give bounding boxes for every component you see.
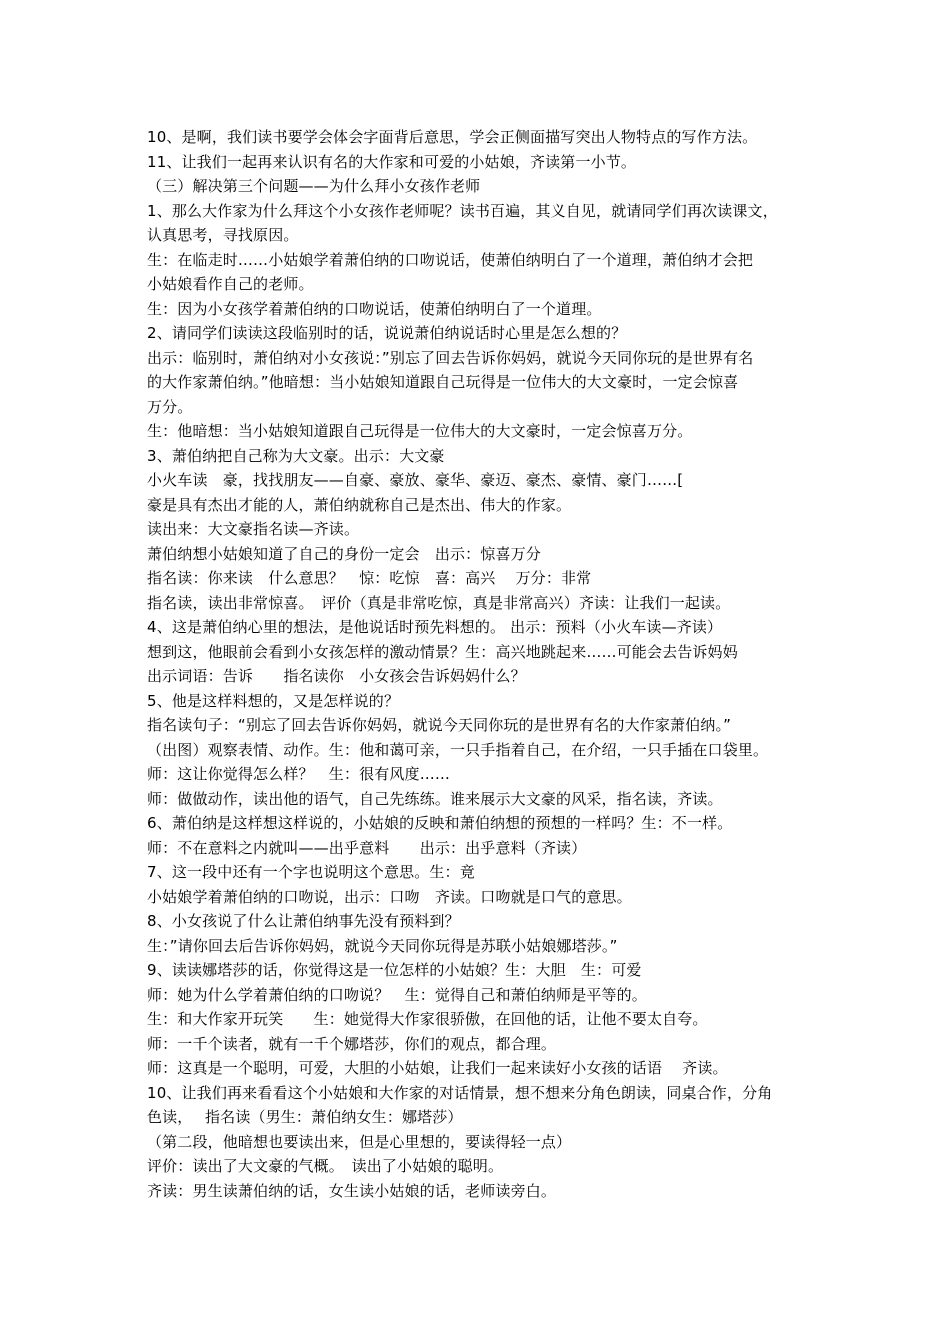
text-line: 指名读，读出非常惊喜。 评价（真是非常吃惊，真是非常高兴）齐读：让我们一起读。: [147, 593, 731, 612]
text-line: 10、是啊，我们读书要学会体会字面背后意思，学会正侧面描写突出人物特点的写作方法。: [147, 128, 758, 146]
text-line: 师：做做动作，读出他的语气，自己先练练。谁来展示大文豪的风采，指名读，齐读。: [147, 789, 723, 808]
text-line: 生：在临走时……小姑娘学着萧伯纳的口吻说话，使萧伯纳明白了一个道理，萧伯纳才会把: [147, 250, 754, 269]
text-line: 评价：读出了大文豪的气概。 读出了小姑娘的聪明。: [147, 1157, 504, 1175]
text-line: 7、这一段中还有一个字也说明这个意思。生：竟: [147, 863, 475, 881]
text-line: 3、萧伯纳把自己称为大文豪。出示：大文豪: [147, 446, 445, 465]
text-line: 8、小女孩说了什么让萧伯纳事先没有预料到？: [147, 912, 460, 930]
text-line: 9、读读娜塔莎的话，你觉得这是一位怎样的小姑娘？生：大胆 生：可爱: [147, 961, 642, 979]
text-line: 想到这，他眼前会看到小女孩怎样的激动情景？生：高兴地跳起来……可能会去告诉妈妈: [147, 642, 738, 661]
text-line: （出图）观察表情、动作。生：他和蔼可亲，一只手指着自己，在介绍，一只手插在口袋里。: [147, 740, 769, 759]
text-line: 11、让我们一起再来认识有名的大作家和可爱的小姑娘，齐读第一小节。: [147, 152, 637, 171]
text-line: 齐读：男生读萧伯纳的话，女生读小姑娘的话，老师读旁白。: [147, 1181, 557, 1200]
text-line: 5、他是这样料想的，又是怎样说的？: [147, 691, 400, 710]
text-line: 4、这是萧伯纳心里的想法，是他说话时预先料想的。 出示：预料（小火车读—齐读）: [147, 618, 723, 636]
text-line: 生：因为小女孩学着萧伯纳的口吻说话，使萧伯纳明白了一个道理。: [147, 299, 602, 318]
text-line: 小姑娘看作自己的老师。: [147, 275, 314, 293]
text-line: 豪是具有杰出才能的人，萧伯纳就称自己是杰出、伟大的作家。: [147, 495, 572, 514]
text-line: （第二段，他暗想也要读出来，但是心里想的，要读得轻一点）: [147, 1132, 572, 1151]
text-line: 师：这真是一个聪明，可爱，大胆的小姑娘，让我们一起来读好小女孩的话语 齐读。: [147, 1059, 728, 1077]
text-line: 生：和大作家开玩笑 生：她觉得大作家很骄傲，在回他的话，让他不要太自夸。: [147, 1010, 708, 1028]
text-line: 生：他暗想：当小姑娘知道跟自己玩得是一位伟大的大文豪时，一定会惊喜万分。: [147, 422, 693, 440]
document-body: [147, 125, 817, 1203]
text-line: 指名读句子：“别忘了回去告诉你妈妈，就说今天同你玩的是世界有名的大作家萧伯纳。”: [147, 716, 732, 734]
text-line: 色读， 指名读（男生：萧伯纳女生：娜塔莎）: [147, 1108, 463, 1126]
text-line: 读出来：大文豪指名读—齐读。: [147, 520, 360, 538]
text-line: 萧伯纳想小姑娘知道了自己的身份一定会 出示：惊喜万分: [147, 544, 541, 563]
text-line: 生：”请你回去后告诉你妈妈，就说今天同你玩得是苏联小姑娘娜塔莎。”: [147, 936, 618, 955]
text-line: 小姑娘学着萧伯纳的口吻说，出示：口吻 齐读。口吻就是口气的意思。: [147, 887, 632, 906]
text-line: 认真思考，寻找原因。: [147, 226, 299, 244]
text-line: 万分。: [147, 397, 193, 416]
text-line: 6、萧伯纳是这样想这样说的，小姑娘的反映和萧伯纳想的预想的一样吗？生：不一样。: [147, 814, 733, 832]
text-line: 的大作家萧伯纳。”他暗想：当小姑娘知道跟自己玩得是一位伟大的大文豪时，一定会惊喜: [147, 373, 739, 391]
text-line: 1、那么大作家为什么拜这个小女孩作老师呢？读书百遍，其义自见，就请同学们再次读课文，: [147, 201, 778, 220]
text-line: 师：这让你觉得怎么样？ 生：很有风度……: [147, 765, 451, 783]
text-line: 10、让我们再来看看这个小姑娘和大作家的对话情景，想不想来分角色朗读，同桌合作，分角: [147, 1083, 773, 1102]
section-heading: （三）解决第三个问题——为什么拜小女孩作老师: [147, 177, 481, 195]
text-line: 师：她为什么学着萧伯纳的口吻说？ 生：觉得自己和萧伯纳师是平等的。: [147, 985, 647, 1004]
text-line: 小火车读 豪，找找朋友——自豪、豪放、豪华、豪迈、豪杰、豪情、豪门……[: [147, 471, 684, 489]
text-line: 师：不在意料之内就叫——出乎意料 出示：出乎意料（齐读）: [147, 838, 587, 857]
text-line: 出示词语：告诉 指名读你 小女孩会告诉妈妈什么？: [147, 667, 526, 685]
text-line: 指名读：你来读 什么意思？ 惊：吃惊 喜：高兴 万分：非常: [147, 569, 592, 587]
text-line: 2、请同学们读读这段临别时的话，说说萧伯纳说话时心里是怎么想的？: [147, 324, 627, 342]
text-line: 师：一千个读者，就有一千个娜塔莎，你们的观点，都合理。: [147, 1034, 557, 1053]
text-line: 出示：临别时，萧伯纳对小女孩说：”别忘了回去告诉你妈妈，就说今天同你玩的是世界有名: [147, 348, 754, 367]
